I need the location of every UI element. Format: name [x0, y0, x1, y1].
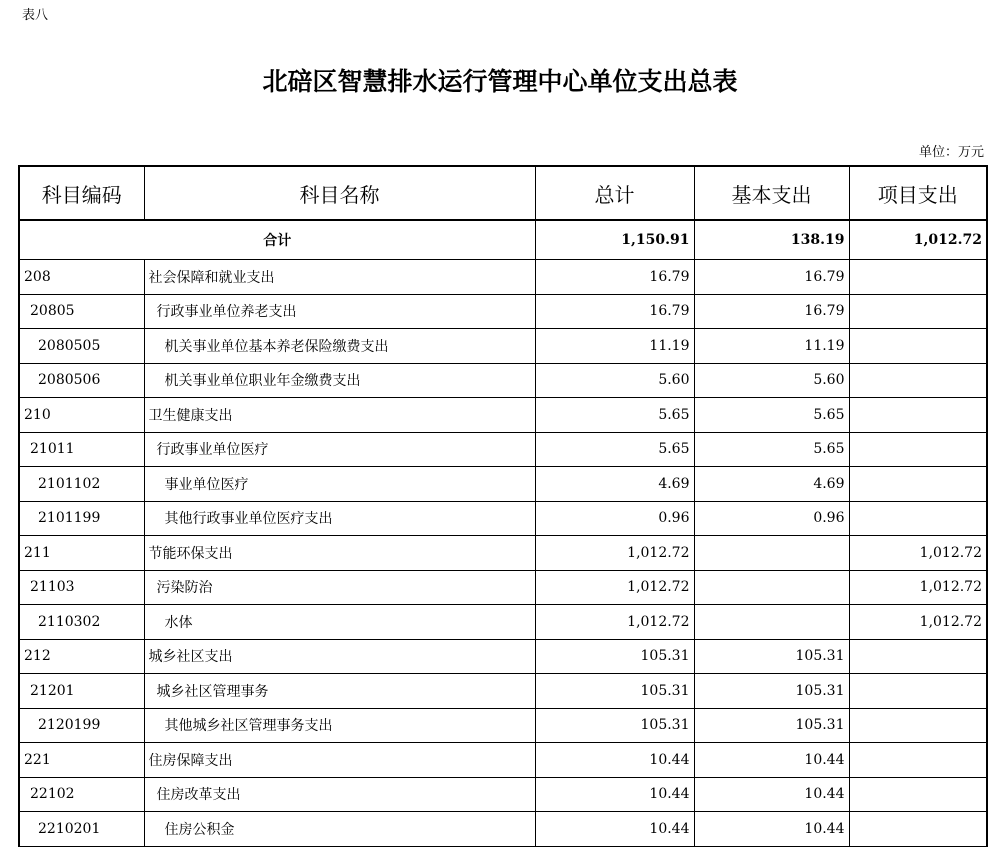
row-project — [849, 812, 987, 847]
row-name: 行政事业单位养老支出 — [144, 294, 535, 329]
table-row — [19, 260, 987, 295]
expenditure-table — [18, 165, 988, 847]
row-name: 城乡社区管理事务 — [144, 674, 535, 709]
row-total: 1,012.72 — [535, 605, 694, 640]
row-project — [849, 777, 987, 812]
table-row — [19, 743, 987, 778]
row-code: 2210201 — [19, 812, 144, 847]
row-name: 住房保障支出 — [144, 743, 535, 778]
row-total: 1,012.72 — [535, 570, 694, 605]
table-row — [19, 432, 987, 467]
total-row — [19, 220, 987, 260]
row-basic — [694, 605, 849, 640]
header-name: 科目名称 — [144, 166, 535, 220]
row-project — [849, 467, 987, 502]
row-name: 社会保障和就业支出 — [144, 260, 535, 295]
row-project — [849, 260, 987, 295]
row-project: 1,012.72 — [849, 570, 987, 605]
row-code: 2101102 — [19, 467, 144, 502]
row-basic: 105.31 — [694, 708, 849, 743]
row-total: 10.44 — [535, 777, 694, 812]
row-basic — [694, 570, 849, 605]
row-total: 105.31 — [535, 708, 694, 743]
row-total: 1,012.72 — [535, 536, 694, 571]
table-number-label: 表八 — [22, 8, 49, 23]
row-name: 污染防治 — [144, 570, 535, 605]
table-row — [19, 570, 987, 605]
table-row — [19, 605, 987, 640]
row-total: 5.65 — [535, 398, 694, 433]
header-code: 科目编码 — [19, 166, 144, 220]
header-basic: 基本支出 — [694, 166, 849, 220]
table-row — [19, 467, 987, 502]
table-row — [19, 536, 987, 571]
row-code: 22102 — [19, 777, 144, 812]
row-basic — [694, 536, 849, 571]
row-total: 10.44 — [535, 743, 694, 778]
header-total: 总计 — [535, 166, 694, 220]
table-row — [19, 329, 987, 364]
row-name: 其他城乡社区管理事务支出 — [144, 708, 535, 743]
row-total: 10.44 — [535, 812, 694, 847]
page-title: 北碚区智慧排水运行管理中心单位支出总表 — [262, 67, 738, 96]
unit-note: 单位：万元 — [918, 145, 984, 160]
row-project — [849, 398, 987, 433]
row-basic: 11.19 — [694, 329, 849, 364]
table-row — [19, 812, 987, 847]
table-row — [19, 639, 987, 674]
row-name: 机关事业单位职业年金缴费支出 — [144, 363, 535, 398]
row-basic: 10.44 — [694, 743, 849, 778]
row-name: 住房改革支出 — [144, 777, 535, 812]
row-code: 21011 — [19, 432, 144, 467]
row-basic: 4.69 — [694, 467, 849, 502]
row-name: 事业单位医疗 — [144, 467, 535, 502]
row-basic: 5.65 — [694, 432, 849, 467]
total-project: 1,012.72 — [849, 220, 987, 260]
row-code: 2120199 — [19, 708, 144, 743]
row-basic: 16.79 — [694, 294, 849, 329]
row-name: 机关事业单位基本养老保险缴费支出 — [144, 329, 535, 364]
row-code: 208 — [19, 260, 144, 295]
row-project: 1,012.72 — [849, 605, 987, 640]
row-name: 住房公积金 — [144, 812, 535, 847]
row-name: 卫生健康支出 — [144, 398, 535, 433]
row-basic: 16.79 — [694, 260, 849, 295]
row-code: 2080505 — [19, 329, 144, 364]
row-total: 105.31 — [535, 639, 694, 674]
row-code: 2080506 — [19, 363, 144, 398]
row-total: 5.60 — [535, 363, 694, 398]
row-project: 1,012.72 — [849, 536, 987, 571]
table-row — [19, 398, 987, 433]
table-row — [19, 501, 987, 536]
row-project — [849, 708, 987, 743]
row-name: 行政事业单位医疗 — [144, 432, 535, 467]
row-basic: 5.65 — [694, 398, 849, 433]
row-basic: 105.31 — [694, 639, 849, 674]
row-name: 城乡社区支出 — [144, 639, 535, 674]
row-project — [849, 639, 987, 674]
row-total: 0.96 — [535, 501, 694, 536]
table-row — [19, 294, 987, 329]
row-basic: 10.44 — [694, 777, 849, 812]
row-total: 105.31 — [535, 674, 694, 709]
row-code: 21103 — [19, 570, 144, 605]
row-project — [849, 743, 987, 778]
row-name: 水体 — [144, 605, 535, 640]
row-basic: 10.44 — [694, 812, 849, 847]
row-total: 4.69 — [535, 467, 694, 502]
row-project — [849, 432, 987, 467]
table-row — [19, 674, 987, 709]
row-code: 2110302 — [19, 605, 144, 640]
row-total: 16.79 — [535, 294, 694, 329]
row-basic: 5.60 — [694, 363, 849, 398]
row-code: 21201 — [19, 674, 144, 709]
table-row — [19, 777, 987, 812]
table-body — [19, 220, 987, 846]
row-basic: 0.96 — [694, 501, 849, 536]
row-total: 11.19 — [535, 329, 694, 364]
row-code: 210 — [19, 398, 144, 433]
row-project — [849, 294, 987, 329]
row-code: 221 — [19, 743, 144, 778]
row-project — [849, 501, 987, 536]
header-project: 项目支出 — [849, 166, 987, 220]
row-basic: 105.31 — [694, 674, 849, 709]
row-code: 20805 — [19, 294, 144, 329]
table-row — [19, 363, 987, 398]
row-code: 212 — [19, 639, 144, 674]
row-name: 节能环保支出 — [144, 536, 535, 571]
row-project — [849, 674, 987, 709]
total-total: 1,150.91 — [535, 220, 694, 260]
row-name: 其他行政事业单位医疗支出 — [144, 501, 535, 536]
row-project — [849, 329, 987, 364]
row-total: 16.79 — [535, 260, 694, 295]
row-total: 5.65 — [535, 432, 694, 467]
total-label: 合计 — [19, 220, 535, 260]
row-code: 2101199 — [19, 501, 144, 536]
table-header-row — [19, 166, 987, 220]
total-basic: 138.19 — [694, 220, 849, 260]
row-project — [849, 363, 987, 398]
row-code: 211 — [19, 536, 144, 571]
table-row — [19, 708, 987, 743]
